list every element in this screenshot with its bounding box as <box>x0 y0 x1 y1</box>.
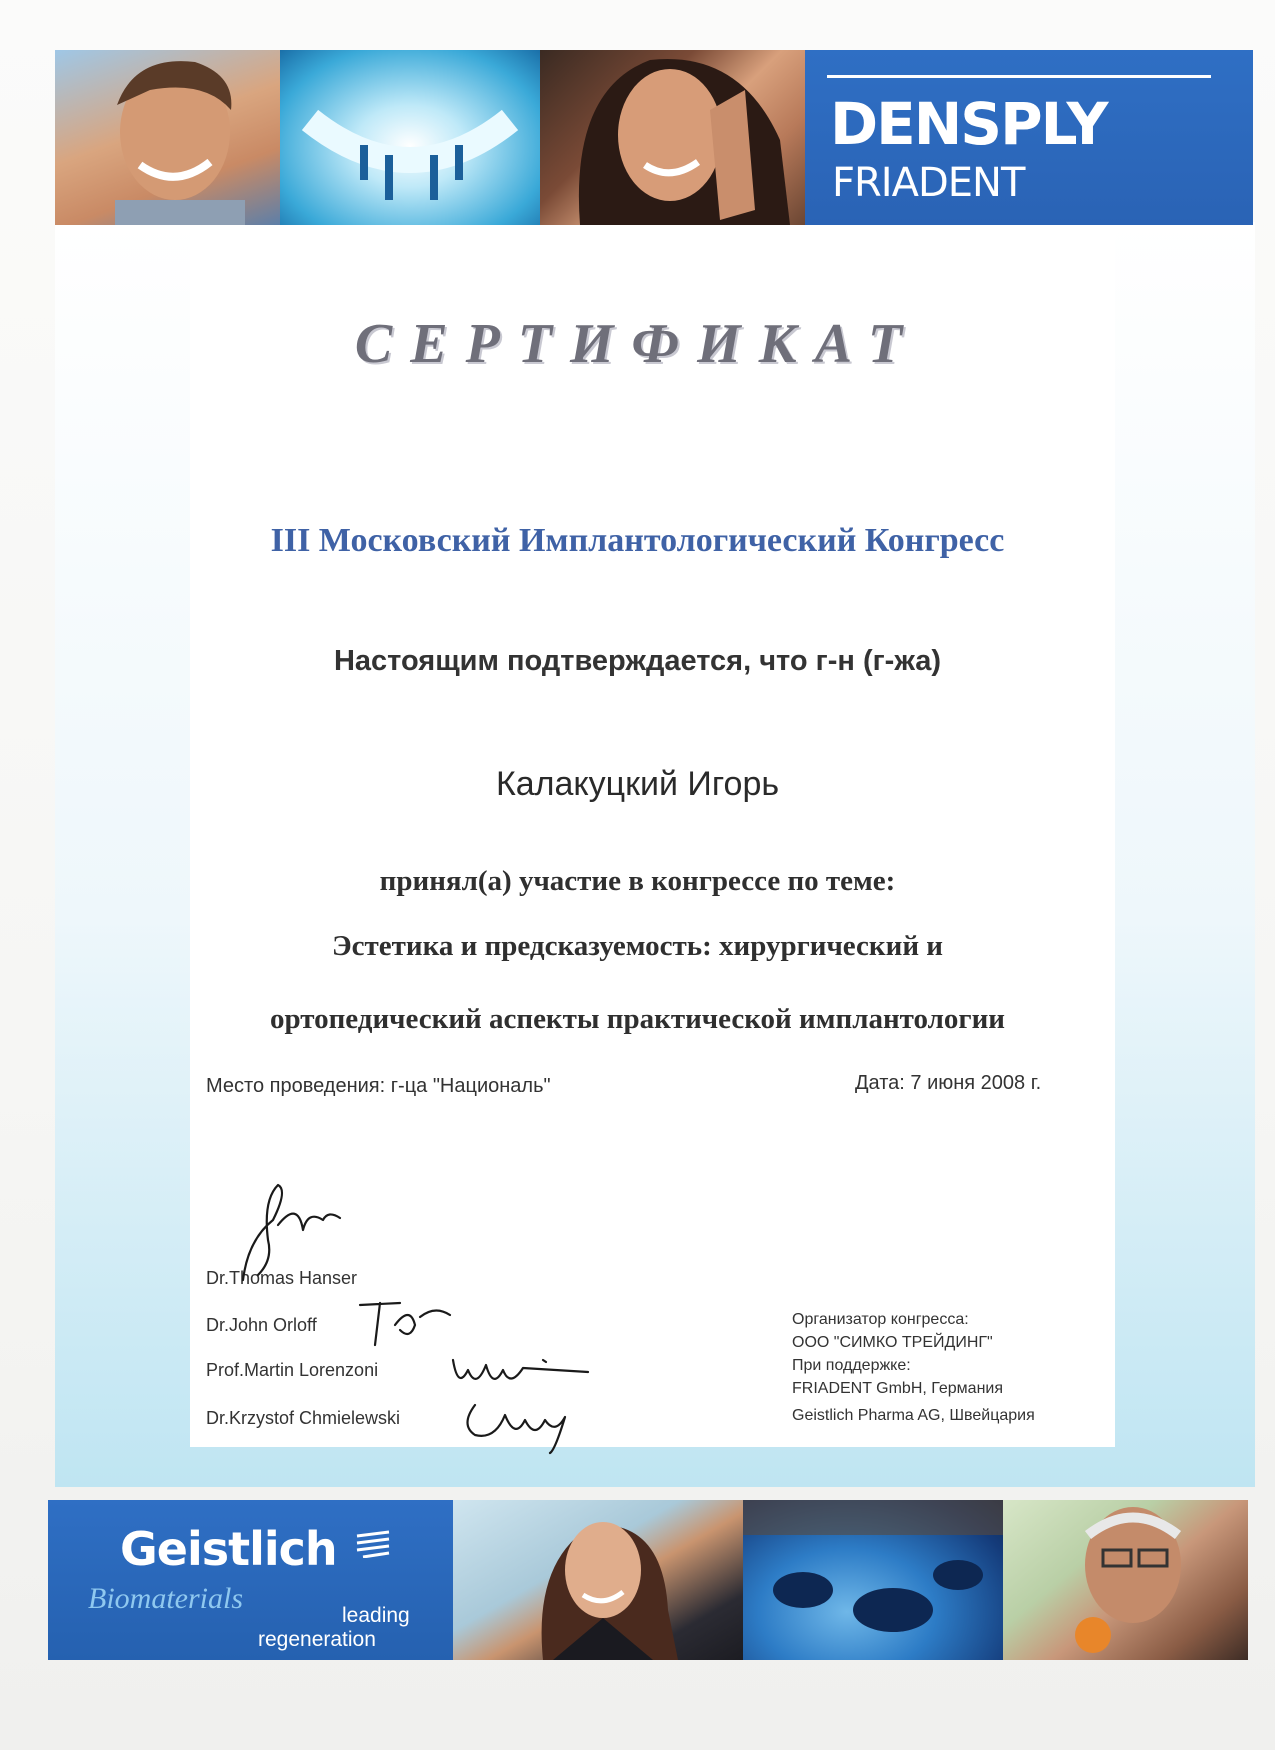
woman-silhouette-icon <box>540 50 805 225</box>
logo-geistlich: Geistlich <box>120 1522 337 1576</box>
signer-1: Dr.Thomas Hanser <box>206 1268 358 1288</box>
participation-text: принял(а) участие в конгрессе по теме: <box>379 865 896 897</box>
woman-portrait-icon <box>453 1500 743 1660</box>
dentsply-friadent-logo <box>805 50 1253 225</box>
elderly-man-icon <box>1003 1500 1248 1660</box>
signature-chmielewski <box>455 1395 605 1455</box>
logo-friadent: FRIADENT <box>832 160 1025 206</box>
bottom-banner <box>48 1500 1248 1660</box>
sponsor-geistlich: Geistlich Pharma AG, Швейцария <box>792 1407 1035 1424</box>
logo-rule <box>827 75 1211 78</box>
signer-3: Prof.Martin Lorenzoni <box>206 1360 379 1380</box>
signature-lorenzoni <box>448 1350 608 1400</box>
confirmation-text: Настоящим подтверждается, что г-н (г-жа) <box>333 645 942 677</box>
topic-line-2: ортопедический аспекты практической имплантологии <box>269 1003 1006 1035</box>
photo-bone-structure <box>743 1500 1003 1660</box>
topic-line-1: Эстетика и предсказуемость: хирургический и <box>332 930 943 962</box>
top-banner <box>55 50 1253 225</box>
bone-matrix-icon <box>743 1500 1003 1660</box>
tagline-leading: leading <box>342 1604 410 1627</box>
signer-2: Dr.John Orloff <box>206 1315 317 1335</box>
date-text: Дата: 7 июня 2008 г. <box>855 1072 1042 1094</box>
signature-hanser <box>228 1180 368 1290</box>
sponsor-friadent: FRIADENT GmbH, Германия <box>792 1380 1003 1397</box>
photo-smiling-man <box>55 50 280 225</box>
tagline-regeneration: regeneration <box>258 1628 376 1651</box>
photo-smiling-woman <box>540 50 805 225</box>
recipient-name: Калакуцкий Игорь <box>495 765 780 803</box>
venue-text: Место проведения: г-ца "Националь" <box>206 1075 551 1097</box>
certificate-title: СЕРТИФИКАТ <box>354 313 921 375</box>
support-label: При поддержке: <box>792 1357 911 1374</box>
congress-name: III Московский Имплантологический Конгресс <box>270 522 1005 559</box>
logo-dentsply: DENSPLY <box>830 90 1107 158</box>
signature-orloff <box>350 1295 490 1355</box>
geistlich-logo <box>48 1500 453 1660</box>
teeth-icon <box>280 50 540 225</box>
organizer-label: Организатор конгресса: <box>792 1311 969 1328</box>
logo-biomaterials: Biomaterials <box>88 1582 243 1615</box>
organizer-company: ООО "СИМКО ТРЕЙДИНГ" <box>792 1334 993 1351</box>
signer-4: Dr.Krzystof Chmielewski <box>206 1408 401 1428</box>
geistlich-wave-icon <box>355 1530 391 1558</box>
man-silhouette-icon <box>55 50 280 225</box>
photo-business-woman <box>453 1500 743 1660</box>
photo-elderly-man <box>1003 1500 1248 1660</box>
photo-dental-implants <box>280 50 540 225</box>
